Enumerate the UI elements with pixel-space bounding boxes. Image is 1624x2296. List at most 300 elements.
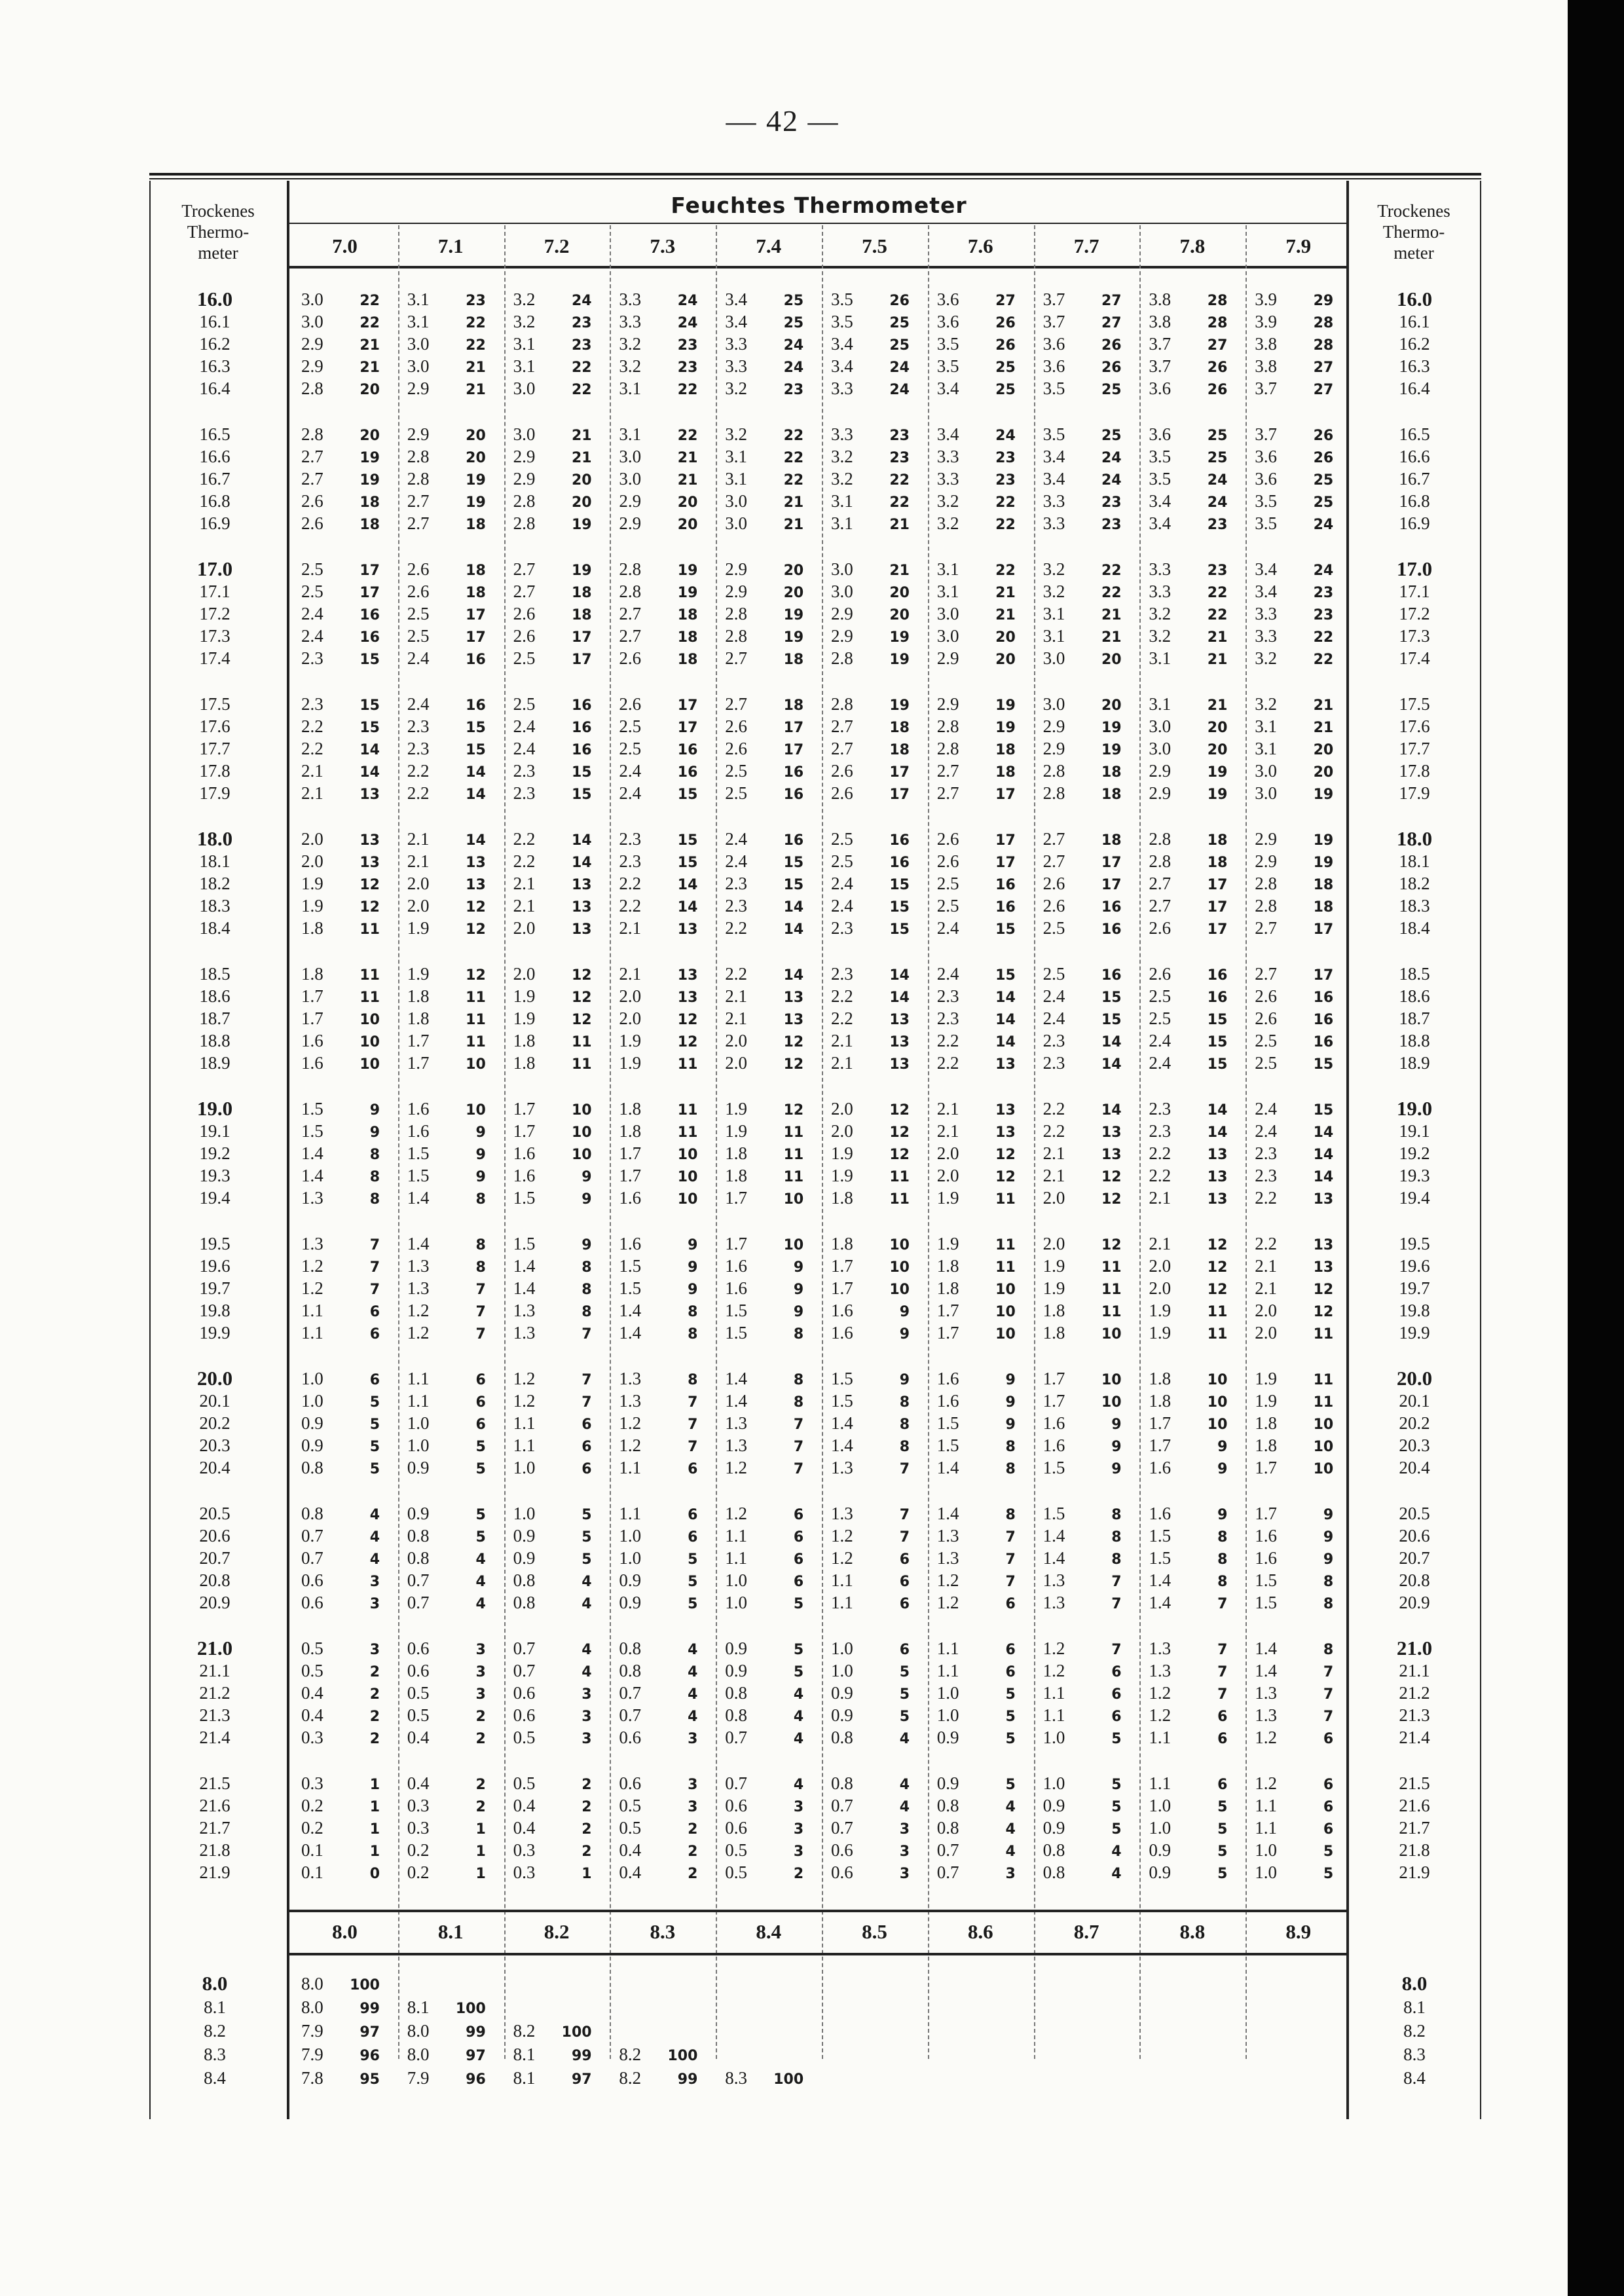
humidity-value: 5 [688,1551,698,1568]
table-cell [1043,895,1122,919]
humidity-value: 15 [360,720,380,736]
wet-temp-value: 2.9 [1149,783,1172,803]
wet-temp-value: 3.0 [936,626,959,646]
wet-temp-value: 3.2 [1149,604,1172,623]
table-cell [1043,490,1122,514]
dry-temp-left: 18.0 [196,827,233,850]
table-cell [301,1007,380,1031]
table-cell [619,850,697,874]
wet-temp-value: 0.9 [725,1639,747,1658]
table-cell [1043,355,1122,379]
humidity-value: 2 [475,1709,486,1725]
humidity-value: 18 [677,629,698,646]
dry-temp-left: 8.0 [202,1972,228,1995]
wet-temp-value: 1.9 [1255,1369,1277,1388]
table-cell [1255,288,1333,312]
table-cell [1255,1412,1333,1436]
wet-temp-value: 1.3 [725,1413,747,1433]
table-cell [301,1861,380,1885]
humidity-value: 6 [475,1394,486,1411]
wet-temp-value: 2.9 [725,559,747,579]
table-cell [1149,1525,1227,1549]
humidity-value: 27 [1313,360,1334,376]
wet-temp-value: 3.3 [725,356,747,376]
wet-temp-value: 7.9 [301,2021,323,2041]
wet-temp-value: 3.7 [1149,334,1172,354]
table-cell [725,1434,803,1458]
table-cell [301,1277,380,1301]
humidity-value: 11 [889,1191,910,1208]
wet-temp-value: 2.3 [1043,1053,1065,1073]
humidity-value: 25 [1207,450,1228,466]
table-cell [1255,1839,1333,1863]
table-cell [1043,1794,1122,1819]
dry-temp-left: 8.1 [204,1997,226,2017]
wet-temp-value: 1.2 [1149,1705,1172,1725]
wet-temp-value: 1.7 [301,1009,323,1028]
humidity-value: 17 [995,832,1016,849]
humidity-value: 7 [899,1529,910,1546]
humidity-value: 20 [1101,697,1122,714]
humidity-value: 24 [677,293,698,309]
table-cell [301,512,380,536]
humidity-value: 23 [1207,517,1228,533]
humidity-value: 5 [581,1529,592,1546]
humidity-value: 9 [899,1304,910,1320]
dry-temp-right: 19.1 [1399,1121,1430,1141]
wet-temp-value: 1.0 [1043,1728,1065,1747]
wet-temp-value: 1.5 [301,1121,323,1141]
table-cell [1255,872,1333,897]
humidity-value: 8 [793,1394,804,1411]
table-cell [1255,1232,1333,1257]
humidity-value: 3 [688,1777,698,1793]
humidity-value: 20 [783,563,804,579]
humidity-value: 20 [995,652,1016,668]
table-cell [407,333,486,357]
humidity-value: 6 [1005,1596,1016,1612]
humidity-value: 3 [581,1731,592,1747]
table-cell [831,1456,910,1481]
table-cell [1149,1839,1227,1863]
humidity-value: 15 [1313,1056,1334,1073]
dry-temp-right: 21.8 [1399,1840,1430,1860]
wet-temp-value: 2.0 [301,829,323,849]
wet-temp-value: 2.4 [1255,1121,1277,1141]
table-cell [619,1861,697,1885]
left-divider [287,181,289,2119]
wet-temp-value: 1.5 [301,1099,323,1119]
table-cell [513,985,592,1009]
table-cell [301,895,380,919]
table-cell [301,1502,380,1527]
humidity-value: 7 [1217,1596,1228,1612]
wet-temp-value: 1.2 [513,1391,536,1411]
humidity-value: 5 [793,1596,804,1612]
dry-temp-right: 21.1 [1399,1661,1430,1680]
humidity-value: 10 [889,1237,910,1253]
dry-temp-right: 17.4 [1399,648,1430,668]
table-cell [725,1255,803,1279]
wet-temp-value: 0.8 [301,1458,323,1477]
wet-temp-value: 3.0 [1149,716,1172,736]
table-cell [725,1794,803,1819]
table-cell [301,1255,380,1279]
humidity-value: 20 [571,472,592,489]
humidity-value: 3 [1005,1866,1016,1882]
wet-temp-value: 0.7 [831,1796,853,1815]
wet-temp-value: 2.9 [619,491,642,511]
wet-col-header: 7.1 [437,234,464,257]
table-cell [831,1434,910,1458]
wet-temp-value: 1.1 [1149,1728,1172,1747]
humidity-value: 19 [783,607,804,623]
humidity-value: 12 [571,1012,592,1028]
wet-temp-value: 2.7 [1149,874,1172,893]
table-cell [1043,1704,1122,1728]
humidity-value: 3 [475,1642,486,1658]
table-cell [301,1704,380,1728]
wet-temp-value: 3.4 [1149,513,1172,533]
table-cell [1149,1456,1227,1481]
wet-temp-value: 1.9 [619,1031,642,1050]
table-cell [1255,985,1333,1009]
humidity-value: 16 [995,899,1016,916]
humidity-value: 7 [688,1416,698,1433]
table-cell [1255,1299,1333,1324]
wet-temp-value: 2.2 [725,964,747,984]
wet-temp-value: 2.3 [301,648,323,668]
table-cell [1149,1322,1227,1346]
wet-temp-value: 1.7 [619,1166,642,1185]
dry-temp-left: 20.8 [199,1570,231,1590]
humidity-value: 7 [688,1394,698,1411]
humidity-value: 1 [475,1821,486,1838]
humidity-value: 14 [783,899,804,916]
wet-temp-value: 1.9 [936,1188,959,1208]
wet-temp-value: 2.3 [725,874,747,893]
table-cell [1043,1861,1122,1885]
table-cell [937,1547,1016,1571]
table-cell [1149,445,1227,470]
humidity-value: 25 [1207,428,1228,444]
table-cell [407,647,486,671]
table-cell [513,1659,592,1684]
humidity-value: 20 [889,607,910,623]
humidity-value: 10 [1207,1372,1228,1388]
table-cell [407,1525,486,1549]
wet-temp-value: 1.6 [1149,1458,1172,1477]
humidity-value: 15 [466,720,486,736]
dry-temp-right: 18.4 [1399,918,1430,938]
table-cell [513,1682,592,1706]
dry-temp-left: 18.3 [199,896,231,916]
table-cell [1149,1232,1227,1257]
humidity-value: 13 [1313,1191,1334,1208]
wet-col-header: 7.0 [332,234,358,257]
col-separator [1139,225,1141,2059]
humidity-value: 7 [1217,1664,1228,1680]
dry-temp-right: 16.4 [1399,379,1430,398]
humidity-value: 12 [677,1034,698,1050]
wet-temp-value: 1.4 [619,1301,642,1320]
wet-temp-value: 1.4 [1255,1661,1277,1680]
table-cell [1255,1456,1333,1481]
table-cell [937,1299,1016,1324]
wet-temp-value: 3.6 [1043,334,1065,354]
humidity-value: 19 [1101,742,1122,758]
humidity-value: 18 [571,607,592,623]
humidity-value: 10 [1101,1326,1122,1342]
table-cell [725,693,803,717]
wet-temp-value: 3.7 [1149,356,1172,376]
wet-temp-value: 2.6 [407,582,430,601]
table-cell [619,1367,697,1392]
wet-temp-value: 0.9 [513,1548,536,1568]
humidity-value: 13 [1207,1147,1228,1163]
wet-temp-value: 0.7 [513,1639,536,1658]
table-cell [407,512,486,536]
wet-temp-value: 1.2 [619,1413,642,1433]
wet-temp-value: 2.4 [725,829,747,849]
table-cell [407,737,486,762]
wet-temp-value: 2.1 [831,1031,853,1050]
table-cell [725,1142,803,1166]
table-cell [831,917,910,941]
humidity-value: 27 [1313,382,1334,398]
humidity-value: 21 [995,585,1016,601]
wet-temp-value: 2.3 [301,694,323,714]
humidity-value: 13 [466,877,486,893]
table-cell [513,558,592,582]
dry-temp-left: 19.8 [199,1301,231,1320]
wet-temp-value: 1.7 [1255,1458,1277,1477]
humidity-value: 13 [1313,1237,1334,1253]
table-cell [937,828,1016,852]
humidity-value: 4 [688,1664,698,1680]
table-cell [1043,1390,1122,1414]
wet-temp-value: 2.7 [1255,918,1277,938]
table-cell [619,1637,697,1661]
humidity-value: 12 [1313,1304,1334,1320]
wet-temp-value: 2.1 [1149,1188,1172,1208]
wet-temp-value: 2.9 [1149,761,1172,781]
humidity-value: 8 [793,1326,804,1342]
table-cell [937,917,1016,941]
wet-temp-value: 1.4 [725,1391,747,1411]
humidity-value: 25 [1101,428,1122,444]
table-cell [619,1591,697,1616]
dry-temp-left: 21.9 [199,1862,231,1882]
wet-temp-value: 8.0 [301,1974,323,1993]
table-cell [619,1525,697,1549]
table-cell [725,1547,803,1571]
dry-temp-left: 17.4 [199,648,231,668]
table-cell [619,333,697,357]
wet-temp-value: 3.3 [831,424,853,444]
wet-temp-value: 2.0 [619,1009,642,1028]
table-cell [937,1772,1016,1796]
wet-temp-value: 3.0 [936,604,959,623]
wet-temp-value: 0.4 [301,1705,323,1725]
humidity-value: 13 [360,832,380,849]
wet-temp-value: 1.4 [1149,1593,1172,1612]
humidity-value: 3 [688,1799,698,1815]
humidity-value: 7 [1111,1596,1122,1612]
table-cell [831,1502,910,1527]
dry-temp-right: 16.0 [1396,287,1433,310]
humidity-value: 16 [677,742,698,758]
humidity-value: 19 [1313,787,1334,803]
humidity-value: 22 [995,563,1016,579]
table-cell [725,1098,803,1122]
wet-temp-value: 3.9 [1255,312,1277,331]
table-cell [1255,602,1333,627]
humidity-value: 2 [581,1777,592,1793]
table-cell [831,647,910,671]
table-cell [1255,1659,1333,1684]
humidity-value: 23 [783,382,804,398]
humidity-value: 2 [793,1866,804,1882]
humidity-value: 21 [889,517,910,533]
wet-temp-value: 1.7 [936,1301,959,1320]
wet-temp-value: 1.4 [1255,1639,1277,1658]
humidity-value: 24 [889,382,910,398]
dry-temp-right: 21.3 [1399,1705,1430,1725]
wet-temp-value: 3.6 [1149,379,1172,398]
table-cell [831,1367,910,1392]
humidity-value: 10 [995,1282,1016,1298]
wet-temp-value: 3.5 [1149,447,1172,466]
humidity-value: 100 [350,1977,380,1993]
humidity-value: 23 [677,360,698,376]
humidity-value: 18 [466,563,486,579]
wet-temp-value: 0.4 [619,1840,642,1860]
wet-temp-value: 1.1 [725,1526,747,1546]
table-cell [1149,558,1227,582]
table-cell [1043,647,1122,671]
table-cell [1149,1299,1227,1324]
wet-temp-value: 3.4 [831,356,853,376]
humidity-value: 22 [466,315,486,331]
humidity-value: 18 [783,652,804,668]
humidity-value: 12 [677,1012,698,1028]
table-cell [831,1861,910,1885]
humidity-value: 25 [783,315,804,331]
wet-temp-value: 2.4 [936,964,959,984]
wet-temp-value: 3.5 [831,289,853,309]
table-cell [1149,1861,1227,1885]
table-cell [1149,1772,1227,1796]
table-cell [725,963,803,987]
wet-temp-value: 1.6 [831,1301,853,1320]
table-cell [937,602,1016,627]
col-separator [716,225,717,2059]
wet-temp-value: 2.7 [1149,896,1172,916]
wet-temp-value: 0.5 [407,1683,430,1703]
wet-temp-value: 1.3 [407,1256,430,1276]
humidity-value: 19 [1313,832,1334,849]
wet-temp-value: 3.1 [513,334,536,354]
table-cell [1149,1682,1227,1706]
humidity-value: 15 [677,832,698,849]
wet-temp-value: 1.7 [1149,1413,1172,1433]
wet-temp-value: 3.1 [619,424,642,444]
humidity-value: 18 [1313,877,1334,893]
wet-temp-value: 1.9 [301,896,323,916]
table-cell [831,872,910,897]
wet-temp-value: 0.9 [1149,1862,1172,1882]
table-cell [513,1098,592,1122]
humidity-value: 10 [677,1147,698,1163]
table-cell [937,512,1016,536]
humidity-value: 26 [1207,382,1228,398]
wet-temp-value: 1.5 [1149,1548,1172,1568]
wet-col-header: 7.5 [862,234,887,257]
table-cell [937,1569,1016,1593]
humidity-value: 7 [793,1461,804,1477]
table-cell [513,963,592,987]
humidity-value: 9 [793,1259,804,1276]
dry-temp-left: 16.3 [199,356,231,376]
wet-temp-value: 1.0 [301,1391,323,1411]
table-cell [725,2067,803,2091]
table-cell [407,828,486,852]
dry-temp-left: 16.0 [196,287,233,310]
wet-temp-value: 1.2 [1149,1683,1172,1703]
table-cell [301,1456,380,1481]
table-cell [725,760,803,784]
humidity-value: 5 [475,1507,486,1523]
wet-temp-value: 1.8 [725,1166,747,1185]
wet-temp-value: 0.7 [725,1728,747,1747]
wet-temp-value: 0.6 [725,1818,747,1838]
humidity-value: 7 [475,1282,486,1298]
wet-temp-value: 0.9 [407,1458,430,1477]
humidity-value: 7 [1323,1664,1334,1680]
wet-temp-value: 1.9 [1043,1278,1065,1298]
dry-temp-right: 19.4 [1399,1188,1430,1208]
humidity-value: 18 [889,742,910,758]
wet-temp-value: 2.8 [831,694,853,714]
table-cell [1255,1029,1333,1054]
wet-temp-value: 2.2 [513,851,536,871]
table-cell [725,1029,803,1054]
wet-temp-value: 2.8 [1149,851,1172,871]
wet-temp-value: 1.9 [725,1099,747,1119]
humidity-value: 27 [995,293,1016,309]
humidity-value: 13 [889,1056,910,1073]
humidity-value: 4 [1005,1843,1016,1860]
table-cell [407,2067,486,2091]
wet-temp-value: 2.6 [1149,918,1172,938]
table-cell [619,490,697,514]
wet-col-header: 7.4 [756,234,782,257]
humidity-value: 13 [1101,1147,1122,1163]
wet-temp-value: 2.8 [936,716,959,736]
table-cell [1149,1142,1227,1166]
table-cell [831,1164,910,1189]
wet-temp-value: 3.6 [1255,447,1277,466]
dry-temp-left: 19.6 [199,1256,231,1276]
humidity-value: 5 [1217,1821,1228,1838]
wet-temp-value: 0.9 [301,1413,323,1433]
table-cell [619,1322,697,1346]
wet-temp-value: 2.6 [725,716,747,736]
humidity-value: 29 [1313,293,1334,309]
table-cell [725,1502,803,1527]
humidity-value: 7 [1111,1574,1122,1590]
